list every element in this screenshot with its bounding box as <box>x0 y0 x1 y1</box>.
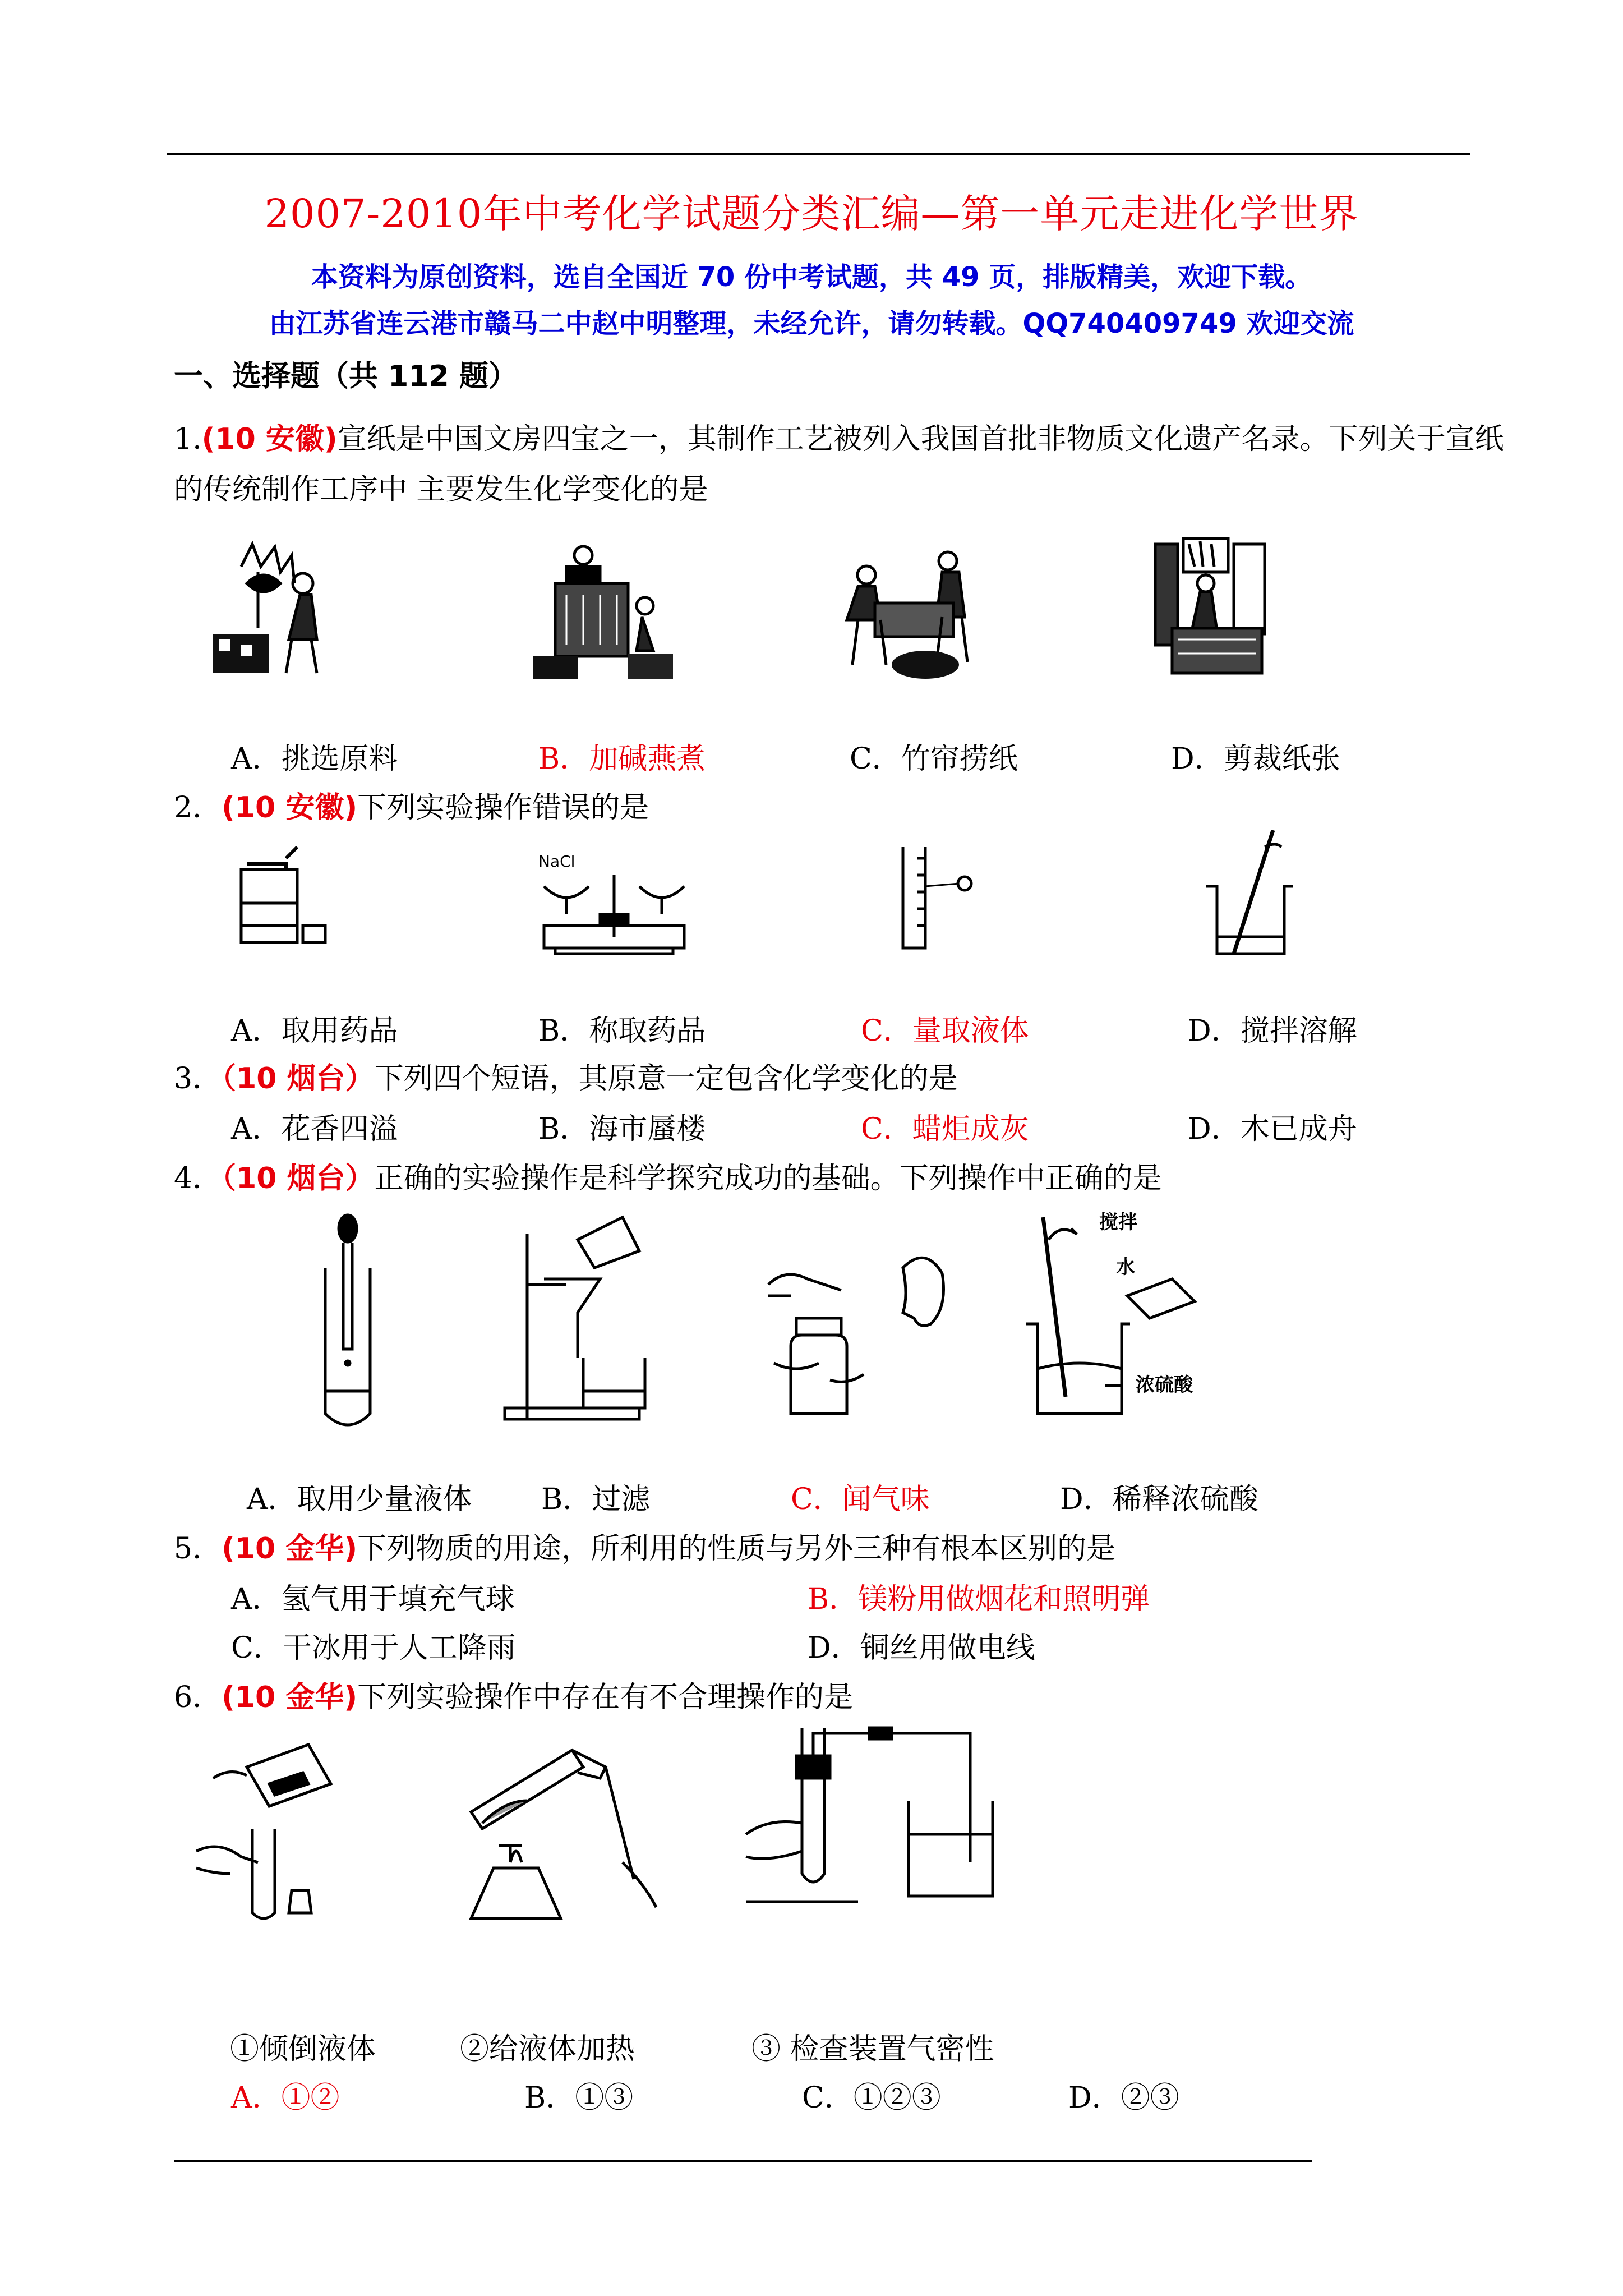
q1-text-1: 宣纸是中国文房四宝之一，其制作工艺被列入我国首批非物质文化遗产名录。下列关于宣纸 <box>337 422 1504 456</box>
q2-figure-b-weighing <box>533 847 701 959</box>
q4-line-1 <box>174 1154 1162 1197</box>
q6-source-tag: (10 金华) <box>222 1681 358 1714</box>
q4-text-1: 正确的实验操作是科学探究成功的基础。下列操作中正确的是 <box>374 1162 1162 1195</box>
q2-line-1 <box>174 784 649 826</box>
q6-text-1: 下列实验操作中存在有不合理操作的是 <box>357 1681 854 1714</box>
q5-text-1: 下列物质的用途，所利用的性质与另外三种有根本区别的是 <box>357 1532 1116 1566</box>
q6-figure-2-heating-liquid <box>465 1733 673 1930</box>
q2-figure-d-stirring <box>1200 825 1312 965</box>
q4-stir-label: 搅拌 <box>1099 1211 1137 1234</box>
page-title: 2007-2010年中考化学试题分类汇编—第一单元走进化学世界 <box>264 191 1359 237</box>
q3-source-tag: （10 烟台） <box>222 1062 375 1096</box>
q4-figure-c-smelling <box>763 1234 959 1425</box>
q1-line-1 <box>174 415 1504 457</box>
q6-line-1 <box>174 1673 853 1715</box>
q4-number: 4． <box>174 1162 222 1195</box>
q2-figure-c-measuring-liquid <box>892 841 1004 954</box>
q3-option-c[interactable]: C．蜡炬成灰 <box>861 1112 1029 1146</box>
q3-option-b[interactable]: B．海市蜃楼 <box>538 1112 706 1146</box>
q4-figure-d-diluting-acid <box>1021 1206 1301 1442</box>
q2-text-1: 下列实验操作错误的是 <box>357 791 649 825</box>
q5-number: 5． <box>174 1532 222 1566</box>
q5-source-tag: (10 金华) <box>222 1532 358 1566</box>
intro-line-2: 由江苏省连云港市赣马二中赵中明整理，未经允许，请勿转载。QQ740409749 欢迎交流 <box>269 308 1354 339</box>
q6-number: 6． <box>174 1681 222 1714</box>
q5-option-c[interactable]: C．干冰用于人工降雨 <box>231 1631 516 1665</box>
q1-number: 1. <box>174 422 202 456</box>
q2-option-c[interactable]: C．量取液体 <box>861 1014 1029 1048</box>
q1-option-a[interactable]: A．挑选原料 <box>231 742 398 776</box>
q6-option-d[interactable]: D．②③ <box>1068 2081 1179 2115</box>
q2-option-a[interactable]: A．取用药品 <box>231 1014 398 1048</box>
q1-figure-b-boiling-with-alkali <box>533 533 679 684</box>
q4-figure-b-filtering <box>494 1212 679 1436</box>
q5-option-a[interactable]: A．氢气用于填充气球 <box>231 1582 515 1616</box>
q3-text-1: 下列四个短语，其原意一定包含化学变化的是 <box>374 1062 958 1096</box>
q2-option-b[interactable]: B．称取药品 <box>538 1014 706 1048</box>
q4-source-tag: （10 烟台） <box>222 1162 375 1195</box>
q4-option-a[interactable]: A．取用少量液体 <box>247 1483 472 1516</box>
q4-figure-a-dropper <box>314 1212 381 1436</box>
q1-figure-c-scooping-paper <box>836 536 993 687</box>
q6-figure-3-checking-airtightness <box>740 1722 1004 1913</box>
q6-option-c[interactable]: C．①②③ <box>802 2081 941 2115</box>
footer-rule <box>174 2160 1312 2162</box>
q1-figure-d-cutting-paper <box>1150 533 1279 684</box>
q5-line-1 <box>174 1525 1115 1567</box>
q3-option-a[interactable]: A．花香四溢 <box>231 1112 398 1146</box>
q1-option-c[interactable]: C．竹帘捞纸 <box>850 742 1018 776</box>
q1-option-b[interactable]: B．加碱燕煮 <box>538 742 706 776</box>
q6-option-b[interactable]: B．①③ <box>524 2081 634 2115</box>
q4-acid-label: 浓硫酸 <box>1136 1374 1193 1396</box>
q6-figure-1-pouring-liquid <box>191 1739 359 1924</box>
q1-option-d[interactable]: D．剪裁纸张 <box>1171 742 1340 776</box>
q5-option-d[interactable]: D．铜丝用做电线 <box>808 1631 1035 1665</box>
q4-option-d[interactable]: D．稀释浓硫酸 <box>1060 1483 1258 1516</box>
header-rule <box>167 153 1470 155</box>
q6-caption-1: ①倾倒液体 <box>230 2032 376 2066</box>
q1-figure-a-picking-materials <box>208 533 336 684</box>
q4-option-b[interactable]: B．过滤 <box>541 1483 651 1516</box>
q3-option-d[interactable]: D．木已成舟 <box>1188 1112 1357 1146</box>
q2-figure-a-taking-reagent <box>224 841 336 954</box>
q1-source-tag: (10 安徽) <box>201 422 338 456</box>
section-heading: 一、选择题（共 112 题） <box>174 360 518 393</box>
q4-option-c[interactable]: C．闻气味 <box>791 1483 930 1516</box>
q3-number: 3． <box>174 1062 222 1096</box>
q2-nacl-label: NaCl <box>538 852 575 871</box>
q5-option-b[interactable]: B．镁粉用做烟花和照明弹 <box>808 1582 1150 1616</box>
q2-source-tag: (10 安徽) <box>222 791 358 825</box>
q1-line-2: 的传统制作工序中 主要发生化学变化的是 <box>174 473 708 507</box>
q6-caption-3: ③ 检查装置气密性 <box>751 2032 994 2066</box>
q2-number: 2． <box>174 791 222 825</box>
q4-water-label: 水 <box>1116 1256 1135 1278</box>
q6-caption-2: ②给液体加热 <box>460 2032 635 2066</box>
q2-option-d[interactable]: D．搅拌溶解 <box>1188 1014 1357 1048</box>
q3-line-1 <box>174 1055 958 1097</box>
q6-option-a[interactable]: A．①② <box>231 2081 340 2115</box>
intro-line-1: 本资料为原创资料，选自全国近 70 份中考试题，共 49 页，排版精美，欢迎下载。 <box>311 261 1312 293</box>
